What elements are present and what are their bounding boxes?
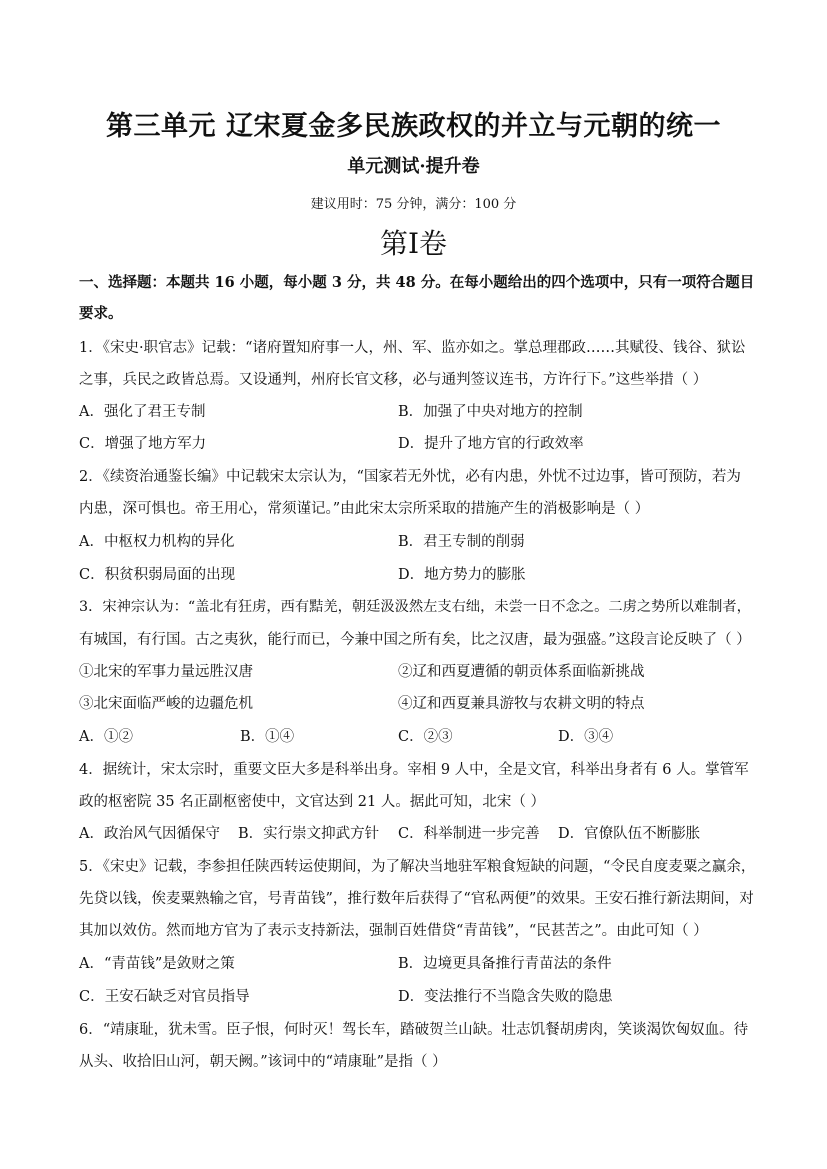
q1-option-a: A．强化了君王专制 xyxy=(79,404,206,420)
q4-option-d: D．官僚队伍不断膨胀 xyxy=(558,826,701,842)
question-4-text: 4．据统计，宋太宗时，重要文臣大多是科举出身。宰相 9 人中，全是文官，科举出身者有 6 人。掌管军 xyxy=(79,762,749,778)
question-5-text: 5．《宋史》记载，李参担任陕西转运使期间，为了解决当地驻军粮食短缺的问题，“令民自度麦粟之赢余， xyxy=(79,859,756,875)
q3-statement-4: ④辽和西夏兼具游牧与农耕文明的特点 xyxy=(398,696,645,712)
q3-statement-2: ②辽和西夏遭循的朝贡体系面临新挑战 xyxy=(398,664,645,680)
question-6-text: 6．“靖康耻，犹未雪。臣子恨，何时灭！驾长车，踏破贺兰山缺。壮志饥餐胡虏肉，笑谈渴饮匈奴血。待 xyxy=(79,1022,749,1038)
q3-statement-3: ③北宋面临严峻的边疆危机 xyxy=(79,696,253,712)
volume-heading: 第I卷 xyxy=(379,227,448,260)
question-6-text: 从头、收拾旧山河，朝天阙。”该词中的“靖康耻”是指（ ） xyxy=(79,1054,447,1070)
q4-option-a: A．政治风气因循保守 xyxy=(79,826,220,842)
q2-option-a: A．中枢权力机构的异化 xyxy=(79,534,235,550)
q1-option-c: C．增强了地方军力 xyxy=(79,436,207,452)
q3-option-a: A．①② xyxy=(79,729,133,745)
q5-option-a: A．“青苗钱”是敛财之策 xyxy=(79,956,235,972)
question-2-text: 内患，深可惧也。帝王用心，常须谨记。”由此宋太宗所采取的措施产生的消极影响是（ ） xyxy=(79,501,650,517)
q5-option-d: D．变法推行不当隐含失败的隐患 xyxy=(398,989,613,1005)
q3-option-b: B．①④ xyxy=(240,729,295,745)
q3-option-c: C．②③ xyxy=(398,729,453,745)
q4-option-b: B．实行崇文抑武方针 xyxy=(238,826,380,842)
q5-option-c: C．王安石缺乏对官员指导 xyxy=(79,989,250,1005)
question-1-text: 1．《宋史·职官志》记载：“诸府置知府事一人，州、军、监亦如之。掌总理郡政……其赋役、钱谷、狱讼 xyxy=(79,340,746,356)
question-3-text: 3．宋神宗认为：“盖北有狂虏，西有黠羌，朝廷汲汲然左支右绌，未尝一日不念之。二虏之势所以难制者， xyxy=(79,599,751,615)
q4-option-c: C．科举制进一步完善 xyxy=(398,826,540,842)
q1-option-b: B．加强了中央对地方的控制 xyxy=(398,404,583,420)
question-5-text: 其加以效仿。然而地方官为了表示支持新法，强制百姓借贷“青苗钱”，“民甚苦之”。由此可知（ ） xyxy=(79,923,708,939)
question-1-text: 之事，兵民之政皆总焉。又设通判，州府长官文移，必与通判签议连书，方许行下。”这些举措（ ） xyxy=(79,372,708,388)
q2-option-b: B．君王专制的削弱 xyxy=(398,534,525,550)
page-title: 第三单元 辽宋夏金多民族政权的并立与元朝的统一 xyxy=(106,111,721,142)
question-4-text: 政的枢密院 35 名正副枢密使中，文官达到 21 人。据此可知，北宋（ ） xyxy=(79,794,545,810)
q2-option-d: D．地方势力的膨胀 xyxy=(398,567,526,583)
q3-option-d: D．③④ xyxy=(558,729,614,745)
time-info: 建议用时：75 分钟，满分：100 分 xyxy=(310,197,517,212)
q3-statement-1: ①北宋的军事力量远胜汉唐 xyxy=(79,664,253,680)
question-5-text: 先贷以钱，俟麦粟熟输之官，号青苗钱”，推行数年后获得了“官私两便”的效果。王安石推行新法期间，对 xyxy=(79,891,754,907)
section-instruction-cont: 要求。 xyxy=(79,305,123,322)
q2-option-c: C．积贫积弱局面的出现 xyxy=(79,567,236,583)
page-subtitle: 单元测试·提升卷 xyxy=(347,156,480,177)
question-3-text: 有城国，有行国。古之夷狄，能行而已，今兼中国之所有矣，比之汉唐，最为强盛。”这段言论反映了（ ） xyxy=(79,632,751,648)
q1-option-d: D．提升了地方官的行政效率 xyxy=(398,436,584,452)
section-instruction: 一、选择题：本题共 16 小题，每小题 3 分，共 48 分。在每小题给出的四个选项中，只有一项符合题目 xyxy=(79,274,755,291)
q5-option-b: B．边境更具备推行青苗法的条件 xyxy=(398,956,612,972)
question-2-text: 2．《续资治通鉴长编》中记载宋太宗认为，“国家若无外忧，必有内患，外忧不过边事，皆可预防，若为 xyxy=(79,469,741,485)
